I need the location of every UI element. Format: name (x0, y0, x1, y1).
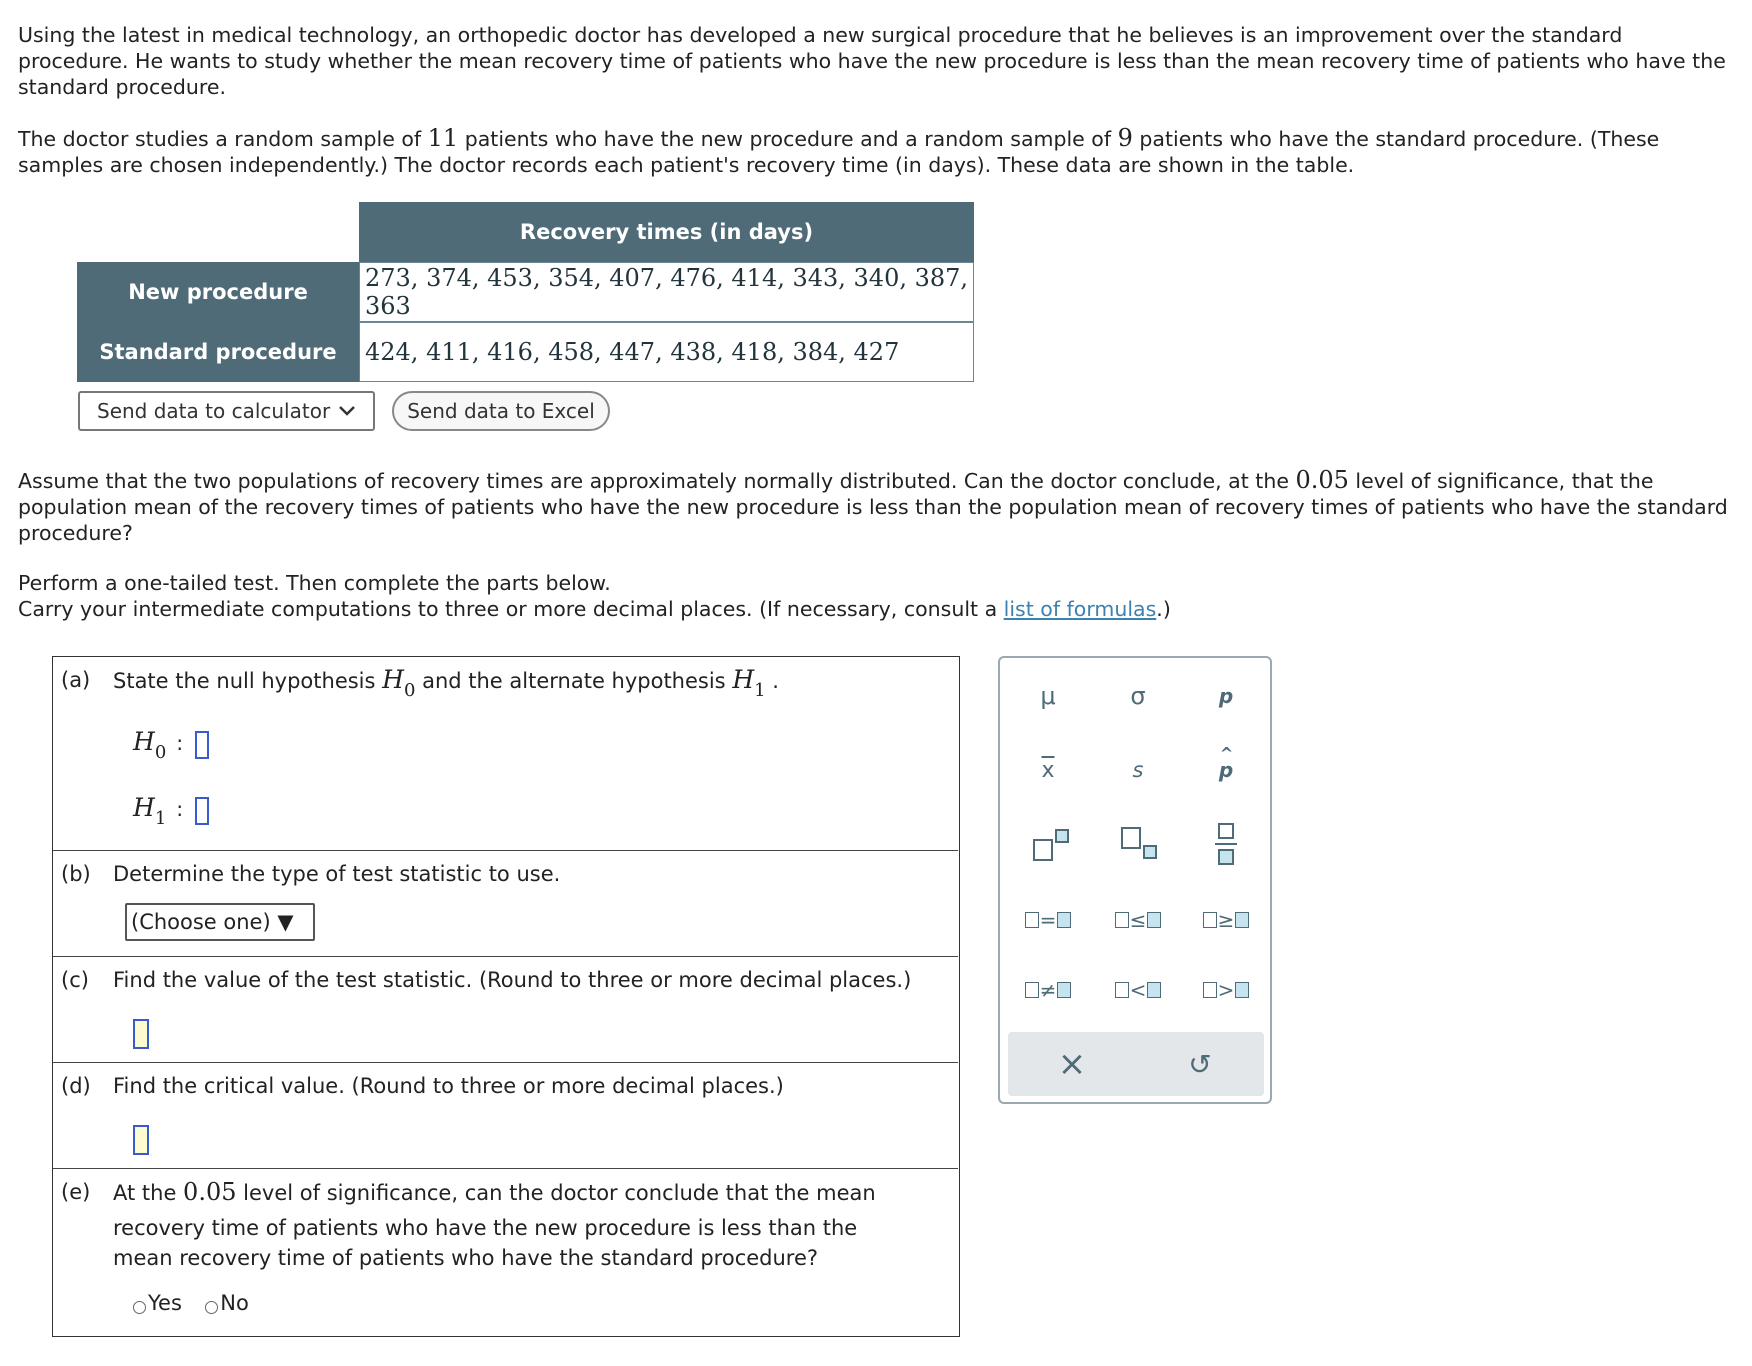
clear-button[interactable] (1042, 1042, 1102, 1086)
test-statistic-input[interactable] (133, 1019, 149, 1049)
equals-button[interactable]: = (1018, 898, 1078, 942)
fraction-icon (1211, 822, 1241, 866)
greater-than-button[interactable]: > (1196, 968, 1256, 1012)
part-c-prompt: Find the value of the test statistic. (Round to three or more decimal places.) (113, 968, 912, 992)
part-d-tag: (d) (61, 1074, 91, 1098)
xbar-label: $\overline{x}$ (1041, 757, 1055, 783)
h1-label: H1 : (133, 793, 184, 829)
h1-input[interactable] (195, 797, 209, 825)
question-panel (52, 656, 960, 1337)
part-d-section (53, 1062, 958, 1169)
test-statistic-select[interactable]: (Choose one) ▼ (125, 903, 315, 941)
calculator-select-label: Send data to calculator (97, 399, 331, 423)
chevron-down-icon (337, 401, 357, 421)
sample-size-new: 11 (427, 124, 459, 152)
sigma-button[interactable]: σ (1130, 682, 1146, 710)
not-equal-button[interactable]: ≠ (1018, 968, 1078, 1012)
greater-equal-button[interactable]: ≥ (1196, 898, 1256, 942)
send-to-excel-button[interactable]: Send data to Excel (392, 391, 610, 431)
part-a-prompt: State the null hypothesis H0 and the alternate hypothesis H1 . (113, 665, 779, 701)
yes-label: Yes (148, 1291, 182, 1315)
fraction-template-button[interactable] (1196, 822, 1256, 866)
part-e-tag: (e) (61, 1180, 91, 1204)
subscript-icon (1116, 824, 1160, 864)
part-b-tag: (b) (61, 862, 91, 886)
palette-footer (1008, 1032, 1264, 1096)
part-a-tag: (a) (61, 668, 91, 692)
table-header: Recovery times (in days) (359, 202, 974, 262)
row-values-new: 273, 374, 453, 354, 407, 476, 414, 343, 340, 387, 363 (359, 262, 974, 322)
part-d-prompt: Find the critical value. (Round to three or more decimal places.) (113, 1074, 784, 1098)
yes-radio[interactable] (133, 1301, 146, 1314)
undo-button[interactable] (1170, 1042, 1230, 1086)
part-e-section (53, 1168, 958, 1337)
intro-paragraph: Using the latest in medical technology, an orthopedic doctor has developed a new surgical procedure that he believes is an improvement over the standard procedure. He wants to study whether the mean recovery time of patients who have the new procedure is less than the mean recovery time of patients who have the standard procedure. (18, 23, 1726, 99)
list-of-formulas-link[interactable]: list of formulas (1003, 597, 1157, 621)
part-b-section (53, 850, 958, 957)
carry-line: Carry your intermediate computations to three or more decimal places. (If necessary, consult a list of formulas.) (18, 597, 1171, 621)
less-than-button[interactable]: < (1108, 968, 1168, 1012)
part-c-tag: (c) (61, 968, 89, 992)
close-icon: × (1057, 1044, 1087, 1084)
mu-button[interactable]: μ (1040, 682, 1056, 710)
phat-label: p (1218, 758, 1234, 782)
h0-label: H0 : (133, 727, 184, 763)
critical-value-input[interactable] (133, 1125, 149, 1155)
xbar-button[interactable] (1018, 748, 1078, 792)
sample-paragraph: The doctor studies a random sample of 11 patients who have the new procedure and a random sample of 9 patients who have the standard procedure. (These samples are chosen independently.) The doctor records each patient's recovery time (in days). These data are shown in the table. (18, 124, 1660, 177)
part-b-prompt: Determine the type of test statistic to use. (113, 862, 561, 886)
superscript-template-button[interactable] (1018, 822, 1078, 866)
row-label-new: New procedure (77, 262, 359, 322)
no-label: No (220, 1291, 249, 1315)
row-values-standard: 424, 411, 416, 458, 447, 438, 418, 384, 427 (359, 322, 974, 382)
assume-paragraph: Assume that the two populations of recovery times are approximately normally distributed. Can the doctor conclude, at the 0.05 level of significance, that the population mean of the recovery times of patients who have the new procedure is less than the population mean of recovery times of patients who have the standard procedure? (18, 466, 1728, 545)
perform-line: Perform a one-tailed test. Then complete the parts below. (18, 571, 611, 595)
send-to-calculator-select[interactable] (78, 391, 375, 431)
sample-size-standard: 9 (1117, 124, 1133, 152)
no-radio[interactable] (205, 1301, 218, 1314)
yes-no-options (133, 1291, 249, 1315)
s-button[interactable]: s (1132, 758, 1144, 782)
undo-icon: ↺ (1188, 1047, 1212, 1081)
phat-button[interactable]: ^ p (1218, 744, 1234, 782)
row-label-standard: Standard procedure (77, 322, 359, 382)
part-e-prompt-line3: mean recovery time of patients who have the standard procedure? (113, 1246, 819, 1270)
part-c-section (53, 956, 958, 1063)
less-equal-button[interactable]: ≤ (1108, 898, 1168, 942)
part-e-prompt-line1: At the 0.05 level of significance, can the doctor conclude that the mean (113, 1178, 876, 1206)
symbol-palette (998, 656, 1272, 1104)
p-button[interactable]: p (1218, 684, 1234, 708)
part-e-prompt-line2: recovery time of patients who have the new procedure is less than the (113, 1216, 858, 1240)
subscript-template-button[interactable] (1108, 822, 1168, 866)
h0-input[interactable] (195, 731, 209, 759)
superscript-icon (1026, 824, 1070, 864)
